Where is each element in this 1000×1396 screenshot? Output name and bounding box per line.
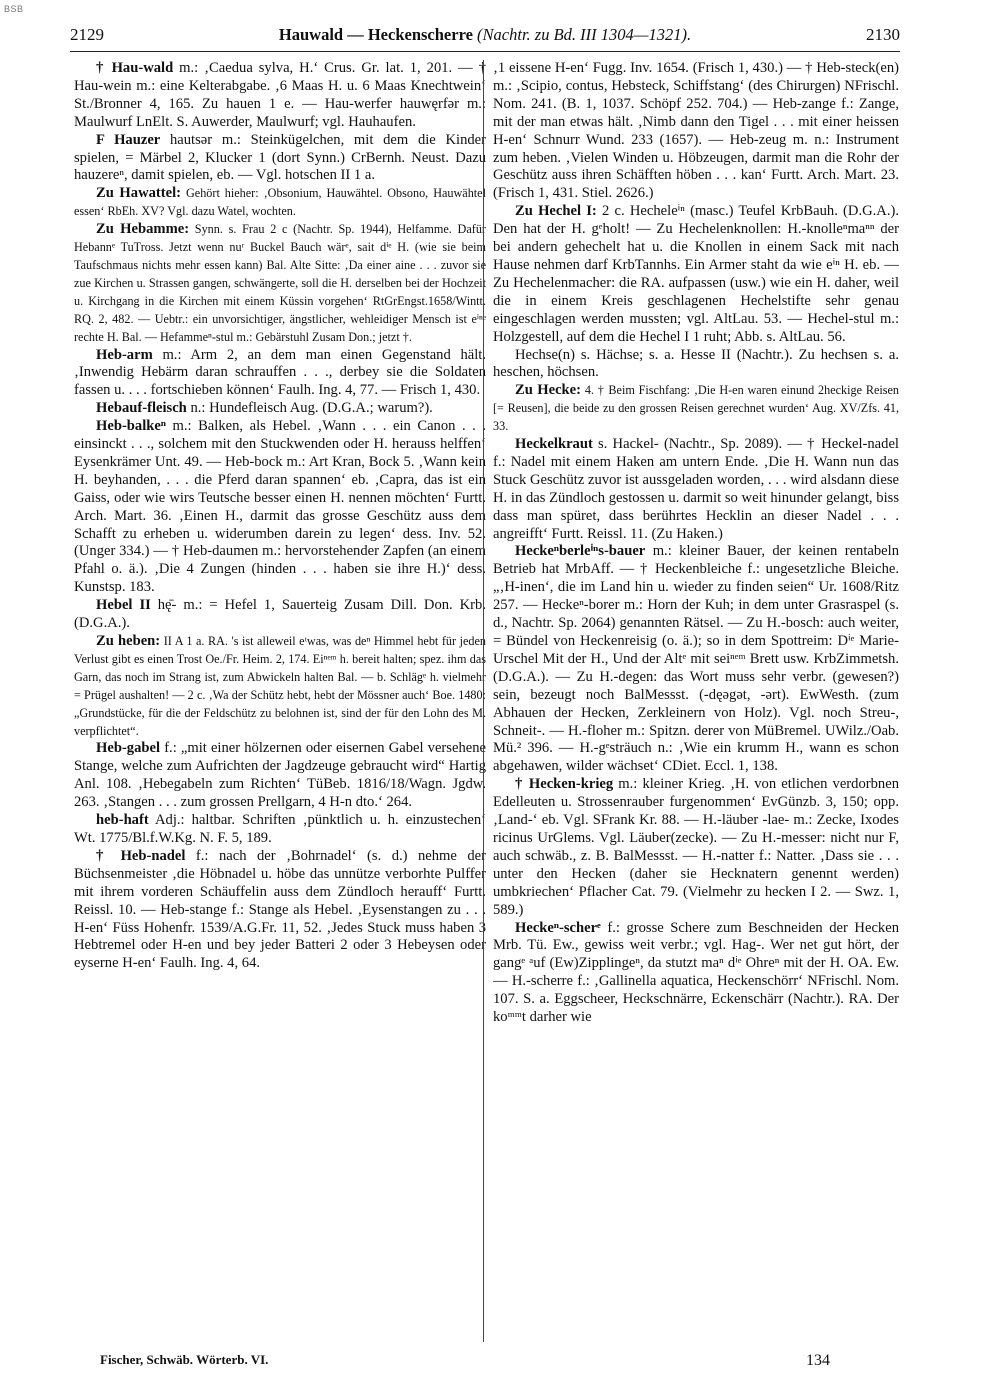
- entry: [74, 848, 486, 973]
- entry-lemma: Zu heben:: [96, 633, 161, 649]
- right-column: [493, 60, 899, 1350]
- entry: [493, 776, 899, 919]
- entry: [493, 347, 899, 383]
- running-title: [279, 25, 691, 45]
- running-title-note: (Nachtr. zu Bd. III 1304—1321).: [477, 25, 692, 44]
- entry-text: m.: Balken, als Hebel. ‚Wann . . . ein Canon . . . einsinckt . . ., solchem mit den Stuckwenden oder H. herauss helffen‘ Eysenkrämer Unt. 49. — Heb-bock m.: Art Kran, Bock 5. ‚Wann kein H. beyhanden, . . . die Pferd daran spannen‘ eb. ‚Capra, das ist ein Gaiss, oder wie wirs Teutsche besser einen H. nennen möchten‘ Furtt. Arch. Mart. 36. ‚Einen H., darmit das grosse Geschütz auss dem Schafft zu erheben u. widerumben darein zu legen‘ dess. Inv. 52. (Unger 334.) — † Heb-daumen m.: hervorstehender Zapfen (an einem Pfahl o. ä.). ‚Die 4 Zungen (hinden . . . haben sie ihre H.)‘ dess. Kunstsp. 183.: [74, 418, 486, 596]
- entry-lemma: Heckeⁿberleⁱⁿs-bauer: [515, 543, 646, 560]
- entry-text: n.: Hundefleisch Aug. (D.G.A.; warum?).: [186, 400, 433, 417]
- entry-lemma: Zu Hecke:: [515, 382, 582, 399]
- page-number: 134: [806, 1352, 830, 1369]
- running-title-main: Hauwald — Heckenscherre: [278, 25, 473, 44]
- entry: [493, 203, 899, 346]
- right-column-number: 2130: [865, 25, 900, 44]
- entry-lemma: Heb-gabel: [96, 740, 161, 757]
- entry-text: m.: kleiner Krieg. ‚H. von etlichen verdorbnen Edelleuten u. Strossenrauber furgenommen‘ EvGünzb. 3, 150; opp. ‚Land-‘ eb. Vgl. SFrank Kr. 88. — H.-läuber -lae- m.: Zecke, Ixodes ricinus UrGlems. Vgl. Läuber(zecke). — Zu H.-messer: nicht nur F, auch schwäb., z. B. BalMessst. — H.-natter f.: Natter. ‚Dass sie . . . unter den Hecken (daher sie Hecknatern genennt werden) umbkriechen‘ Pflacher Cat. 79. (Vielmehr zu hecken I 2. — Swz. 1, 589.): [493, 776, 899, 918]
- entry-text: Synn. s. Frau 2 c (Nachtr. Sp. 1944), Helfamme. Dafür Hebannᵉ TuTross. Jetzt wenn nuʳ Buckel Bauch wärᵉ, sait dⁱᵉ H. (wie sie beim Taufschmaus nichts mehr essen kann) Bal. Alte Sitte: ‚Da einer aine . . . zuvor sie zue Kirchen u. Strassen gangen, schwängerte, soll die H. derselben bei der Hochzeit u. Kirchgang in die Kirchen mit einem Küssin vorgehen‘ RtGrEngst.1658/Wintt. RQ. 2, 482. — Uebtr.: ein unvorsichtiger, ängstlicher, wehleidiger Mensch ist eⁱⁿᵉ rechte H. Bal. — Hefammeⁿ-stul m.: Gebärstuhl Zusam Don.; jetzt †.: [74, 222, 486, 344]
- left-column-number: 2129: [70, 25, 104, 44]
- entry: [493, 920, 899, 1027]
- entry-text: m.: kleiner Bauer, der keinen rentabeln Betrieb hat MrbAff. — † Heckenbleiche f.: ungesetzliche Bleiche. „‚H-inen‘, die im Land hin u. wieder zu finden seien“ Ur. 1608/Ritz 257. — Heckeⁿ-borer m.: Horn der Kuh; in dem unter Grasraspel (s. d., Nachtr. Sp. 2064) genannten Rätsel. — Zu H.-bosch: auch weiter, = Bündel von Heckenreisig (o. ä.); so in dem Spottreim: Dⁱᵉ Marie-Urschel Mit der H., Und der Altᵉ mit seiⁿᵉᵐ Brett usw. KrbZimmetsh. (D.G.A.). — Zu H.-degen: das Wort muss sehr verbr. (gewesen?) sein, bezeugt noch BalMessst. (-dęəgət, -ərt). EwWesth. (zum Abhauen der Hecken, Zerkleinern von Holz). Vgl. noch Streu-, Schneit-. — H.-floher m.: Spitzn. derer von MüBremel. UWilz./Oab. Mü.² 396. — H.-gᵉsträuch n.: ‚Wie ein krumm H., wann es schon abgehawen, wilder wächset‘ CDiet. Eccl. 1, 138.: [493, 543, 899, 775]
- entry-text: 4. † Beim Fischfang: ‚Die H-en waren einund 2heckige Reisen [= Reusen], die beide zu den grossen Reisen gerechnet wurden‘ Aug. XV/Zfs. 41, 33.: [493, 383, 899, 434]
- entry: [74, 633, 486, 740]
- entry-text: ‚1 eissene H-en‘ Fugg. Inv. 1654. (Frisch 1, 430.) — † Heb-steck(en) m.: ‚Scipio, contus, Hebsteck, Schiffstang‘ (des Chirurgen) NFrischl. Nom. 241. (B. 1, 1037. Schöpf 252. 704.) — Heb-zange f.: Zange, mit der man etwas hält. ‚Nimb dann den Tigel . . . mit einer heissen H-en‘ Schnurr Wund. 233 (1657). — Heb-zeug m. n.: Instrument zum heben. ‚Vielen Winden u. Höbzeugen, darmit man die Rohr der Geschütz auss ihren Schäfften höben . . . kan‘ Furtt. Arch. Mart. 23. (Frisch 1, 431. Stiel. 2626.): [493, 60, 899, 202]
- entry-text: hautsər m.: Steinkügelchen, mit dem die Kinder spielen, = Märbel 2, Klucker 1 (dort Synn.) CrBernh. Neust. Dazu hauzereⁿ, damit spielen, eb. — Vgl. hotschen II 1 a.: [74, 131, 486, 184]
- entry-lemma: † Heb-nadel: [96, 847, 186, 864]
- entry: [493, 60, 899, 203]
- entry: [74, 418, 486, 597]
- entry-lemma: F Hauzer: [96, 131, 161, 148]
- entry: [493, 543, 899, 776]
- entry-lemma: Heckeⁿ-scherᵉ: [515, 919, 601, 936]
- entry-text: m.: Arm 2, an dem man einen Gegenstand hält. ‚Inwendig Hebärm daran schrauffen . . ., derbey sie die Soldaten fassen u. . . . fortschieben können‘ Faulh. Ing. 4, 77. — Frisch 1, 430.: [74, 346, 486, 399]
- entry: [493, 436, 899, 543]
- left-column: [74, 60, 486, 1350]
- entry: [74, 185, 486, 221]
- page-footer: [100, 1352, 890, 1370]
- entry-text: 2 c. Hecheleⁱⁿ (masc.) Teufel KrbBauh. (D.G.A.). Den hat der H. gᵉholt! — Zu Hechelenknollen: H.-knolleⁿmaⁿⁿ der bei andern gehechelt hat u. die Knollen in einem Sack mit nach Hause nehmen darf KrbTannhs. Ein Armer staht da wie eⁱⁿ H. eb. — Zu Hechelenmacher: die RA. aufpassen (usw.) wie ein H. daher, weil die in einem Kreis geschlagenen Hechelstifte sehr genau eingeschlagen werden mussten; vgl. AltLau. 53. — Hechel-stul m.: Holzgestell, auf dem die Hechel I 1 ruht; Abb. s. AltLau. 56.: [493, 203, 899, 345]
- entry-lemma: Zu Hebamme:: [96, 221, 190, 238]
- entry-lemma: Heb-arm: [96, 346, 153, 363]
- entry-lemma: Hebauf-fleisch: [96, 400, 187, 417]
- library-stamp: BSB: [4, 4, 24, 14]
- entry-lemma: Zu Hawattel:: [96, 185, 182, 202]
- entry-text: hę̄- m.: = Hefel 1, Sauerteig Zusam Dill. Don. Krb. (D.G.A.).: [74, 597, 486, 632]
- entry-text: s. Hackel- (Nachtr., Sp. 2089). — † Heckel-nadel f.: Nadel mit einem Haken am untern Ende. ‚Die H. Wann nun das Stuck Geschütz zuvor ist aussgeladen worden, . . . wird alsdann diese H. in das Zündloch gestossen u. darmit so weit hinunder gelangt, biss dass man spüret, dass berührtes Hecklin an dieser Nadel . . . angreifft‘ Furtt. Reissl. 11. (Zu Haken.): [493, 436, 899, 542]
- entry: [74, 597, 486, 633]
- entry-lemma: Hebel II: [96, 597, 151, 614]
- entry: [74, 221, 486, 346]
- column-divider: [483, 60, 484, 1342]
- entry: [74, 132, 486, 186]
- entry: [74, 740, 486, 812]
- entry-lemma: † Hau-wald: [96, 60, 174, 76]
- page-header: [70, 25, 900, 49]
- entry-text: f.: nach der ‚Bohrnadel‘ (s. d.) nehme der Büchsenmeister ‚die Höbnadel u. höbe das unnütze verborhte Pulffer mit ihrem vorderen Schäuffelin auss dem Zündloch herauff‘ Furtt. Reissl. 10. — Heb-stange f.: Stange als Hebel. ‚Eysenstangen zu . . . H-en‘ Füss Hohenfr. 1539/A.G.Fr. 11, 52. ‚Jedes Stuck muss haben 3 Hebtremel oder H-en und bey jeder Batteri 2 oder 3 Hebeysen oder eyserne H-en‘ Faulh. Ing. 4, 64.: [74, 847, 486, 972]
- entry-lemma: † Hecken-krieg: [515, 776, 614, 793]
- entry-text: f.: „mit einer hölzernen oder eisernen Gabel versehene Stange, welche zum Aufrichten der Jagdzeuge gebraucht wird“ Hartig Anl. 108. ‚Hebegabeln zum Richten‘ TüBeb. 1816/18/Wagn. Jgdw. 263. ‚Stangen . . . zum grossen Prellgarn, 4 H-n dto.‘ 264.: [74, 740, 486, 811]
- entry-text: f.: grosse Schere zum Beschneiden der Hecken Mrb. Tü. Ew., gewiss weit verbr.; vgl. Hag-. Wer net gut hört, der gangᵉ ᵃuf (Ew)Zipplingeⁿ, da stutzt maⁿ dⁱᵉ Ohreⁿ mit der H. OA. Ew. — H.-scherre f.: ‚Gallinella aquatica, Heckenschörr‘ NFrischl. Nom. 107. S. a. Eggscheer, Heckschnärre, Eckenschärr (Nachtr.). RA. Der koᵐᵐt darher wie: [493, 919, 899, 1026]
- entry: [74, 347, 486, 401]
- entry-text: Hechse(n) s. Hächse; s. a. Hesse II (Nachtr.). Zu hechsen s. a. heschen, höchsen.: [493, 346, 899, 381]
- entry-lemma: Heb-balkeⁿ: [96, 418, 166, 435]
- entry: [493, 382, 899, 436]
- entry: [74, 812, 486, 848]
- entry-lemma: Heckelkraut: [515, 436, 593, 453]
- entry-text: II A 1 a. RA. 's ist alleweil eᵗwas, was deⁿ Himmel hebt für jeden Verlust gibt es einen Trost Oe./Fr. Heim. 2, 174. Eiⁿᵉᵐ h. bereit halten; spez. ihm das Garn, das noch im Strang ist, zum Abwickeln halten Bal. — b. Schlägᵉ h. vielmehr = Prügel aushalten! — 2 c. ‚Wa der Schütz hebt, hebt der Mössner auch‘ Boe. 1480: „Grundstücke, für die der Feldschütz zu belohnen ist, sind der für den Lohn des M. verpflichtet“.: [74, 634, 486, 738]
- entry-text: Gehört hieher: ‚Obsonium, Hauwähtel. Obsono, Hauwähtel essen‘ RbEh. XV? Vgl. dazu Watel, wochten.: [74, 186, 486, 219]
- entry-text: m.: ‚Caedua sylva, H.‘ Crus. Gr. lat. 1, 201. — † Hau-wein m.: eine Kelterabgabe. ‚6 Maas H. u. 6 Maas Knechtwein‘ St./Bronner 4, 165. Zu hauen 1 e. — Hau-werfer hauwęrfər m.: Maulwurf LnElt. S. Auwerder, Maulwurf; vgl. Hauhaufen.: [74, 60, 486, 130]
- entry: [74, 400, 486, 418]
- entry-lemma: heb-haft: [96, 812, 149, 829]
- source-line: Fischer, Schwäb. Wörterb. VI.: [100, 1352, 269, 1367]
- header-rule: [70, 51, 900, 52]
- entry: [74, 60, 486, 132]
- entry-text: Adj.: haltbar. Schriften ‚pünktlich u. h. einzustechen‘ Wt. 1775/Bl.f.W.Kg. N. F. 5, 189.: [74, 812, 486, 846]
- entry-lemma: Zu Hechel I:: [515, 203, 597, 220]
